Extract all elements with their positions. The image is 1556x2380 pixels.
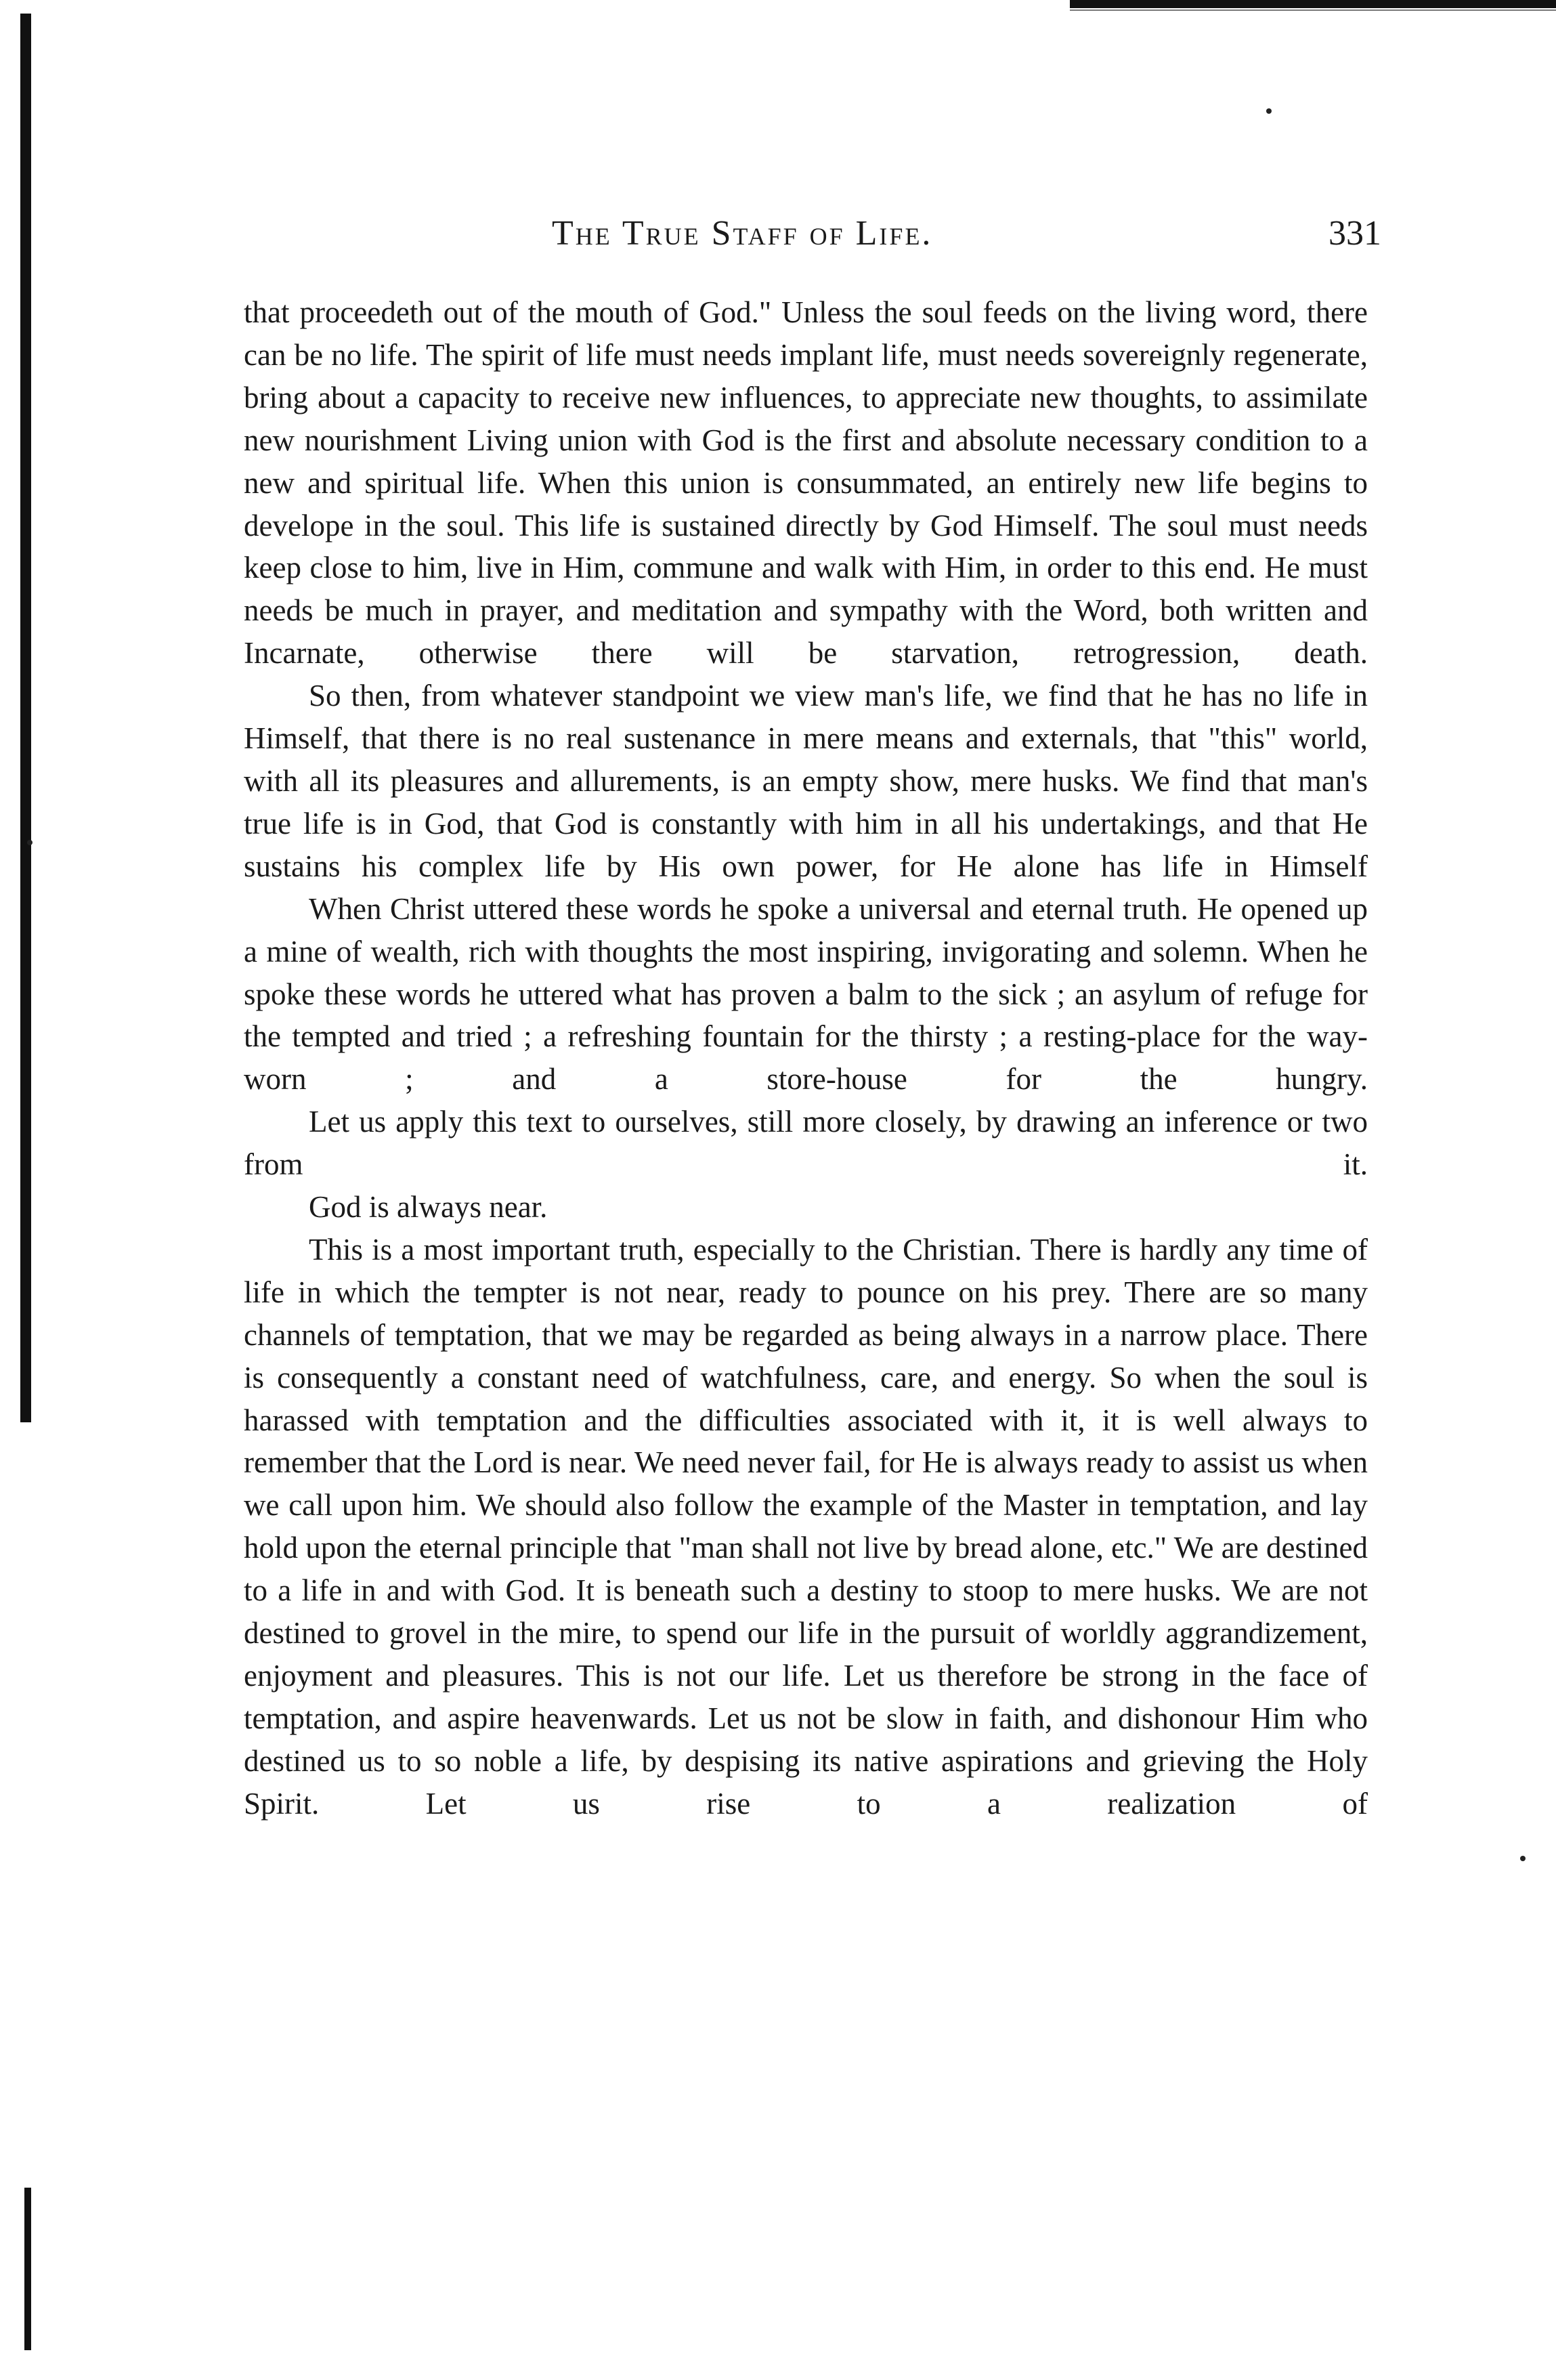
paragraph: Let us apply this text to ourselves, still more closely, by drawing an inference or two from it. [244, 1105, 1368, 1182]
scan-binding-edge [20, 14, 31, 1422]
paragraph: God is always near. [309, 1190, 548, 1225]
scan-top-edge [1070, 0, 1556, 8]
scan-speck [1520, 1856, 1526, 1861]
page-number: 331 [1328, 214, 1381, 253]
scan-binding-edge-lower [24, 2188, 31, 2350]
paragraph: So then, from whatever standpoint we view man's life, we find that he has no life in Himself, that there is no real sustenance in mere means and externals, that "this" world, with all its pleasures and allurements, is an empty show, mere husks. We find that man's true life is in God, that God is constantly with him in all his undertakings, and that He sustains his complex life by His own power, for He alone has life in Himself [244, 679, 1368, 883]
scan-speck [27, 840, 33, 845]
paragraph: This is a most important truth, especially to the Christian. There is hardly any time of life in which the tempter is not near, ready to pounce on his prey. There are so many channels of temptation, that we may be regarded as being always in a narrow place. There is consequently a constant need of watchfulness, care, and energy. So when the soul is harassed with temptation and the difficulties associated with it, it is well always to remember that the Lord is near. We need never fail, for He is always ready to assist us when we call upon him. We should also follow the example of the Master in temptation, and lay hold upon the eternal principle that "man shall not live by bread alone, etc." We are destined to a life in and with God. It is beneath such a destiny to stoop to mere husks. We are not destined to grovel in the mire, to spend our life in the pursuit of worldly aggrandizement, enjoyment and pleasures. This is not our life. Let us therefore be strong in the face of temptation, and aspire heavenwards. Let us not be slow in faith, and dishonour Him who destined us to so noble a life, by despising its native aspirations and grieving the Holy Spirit. Let us rise to a realization of [244, 1232, 1368, 1821]
paragraph: When Christ uttered these words he spoke a universal and eternal truth. He opened up a mine of wealth, rich with thoughts the most inspiring, invigorating and solemn. When he spoke these words he uttered what has proven a balm to the sick ; an asylum of refuge for the tempted and tried ; a refreshing fountain for the thirsty ; a resting-place for the way-worn ; and a store-house for the hungry. [244, 891, 1368, 1097]
body-text [244, 291, 1368, 1825]
scan-speck [1266, 108, 1272, 114]
running-header [244, 213, 1381, 268]
paragraph: that proceedeth out of the mouth of God." Unless the soul feeds on the living word, there can be no life. The spirit of life must needs implant life, must needs sovereignly regenerate, bring about a capacity to receive new influences, to appreciate new thoughts, to assimilate new nourishment Living union with God is the first and absolute necessary condition to a new and spiritual life. When this union is consummated, an entirely new life begins to develope in the soul. This life is sustained directly by God Himself. The soul must needs keep close to him, live in Him, commune and walk with Him, in order to this end. He must needs be much in prayer, and meditation and sympathy with the Word, both written and Incarnate, otherwise there will be starvation, retrogression, death. [244, 295, 1368, 671]
running-title: The True Staff of Life. [552, 214, 933, 253]
scan-top-edge-line [1070, 9, 1556, 11]
